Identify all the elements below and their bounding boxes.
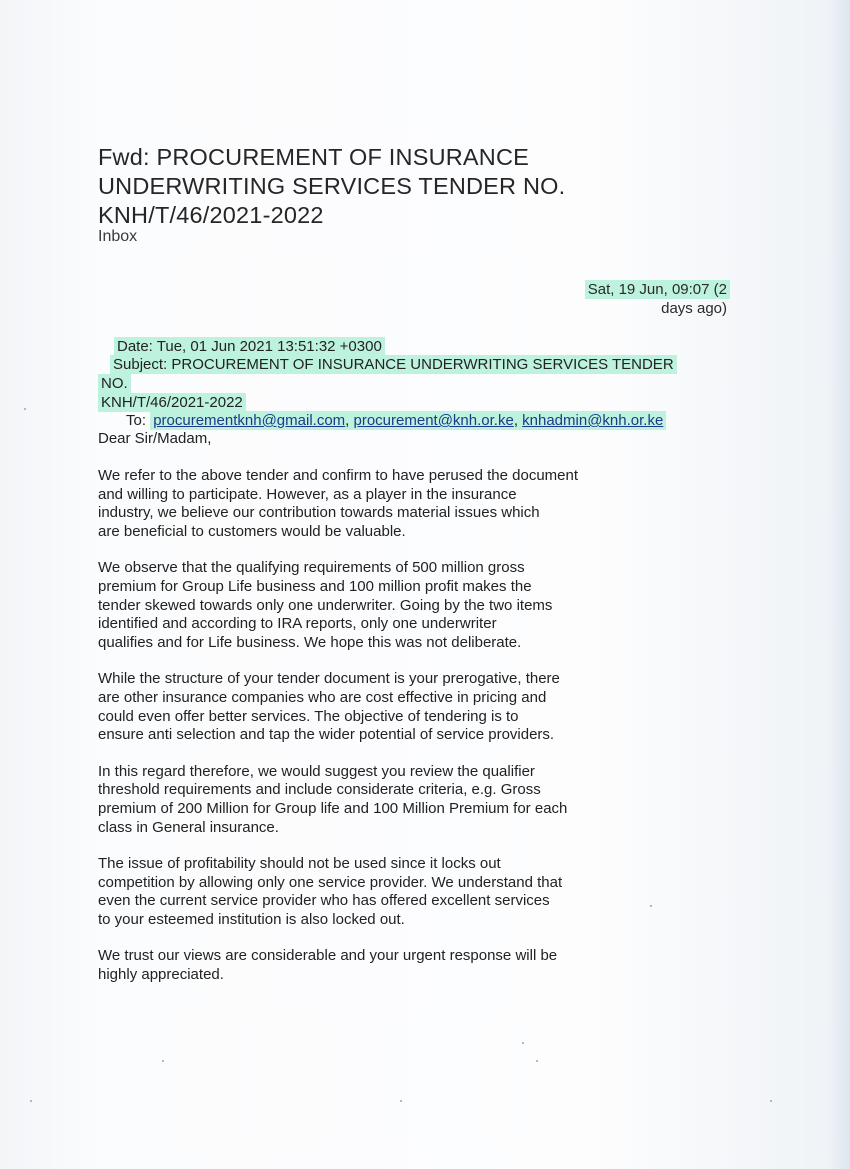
scan-speck [24,408,26,410]
recipient-link[interactable]: procurementknh@gmail.com [153,412,346,429]
forwarded-subject-ref: KNH/T/46/2021-2022 [98,393,246,412]
scan-speck [650,905,652,907]
body-paragraph: The issue of profitability should not be used since it locks out competition by allowing only one service provider. We understand that even the current service provider who has offered excellent services to your esteemed institution is also locked out. [98,855,563,928]
scan-speck [536,1060,538,1062]
title-line: KNH/T/46/2021-2022 [98,202,324,228]
received-date [585,280,730,318]
scan-speck [770,1100,772,1102]
received-date-line2: days ago) [661,300,727,317]
forwarded-subject-cont: NO. [98,374,131,393]
body-paragraph: We observe that the qualifying requirements of 500 million gross premium for Group Life business and 100 million profit makes the tender skewed towards only one underwriter. Going by the two items identified and according to IRA reports, only one underwriter qualifies and for Life business. We hope this was not deliberate. [98,559,553,651]
title-line: UNDERWRITING SERVICES TENDER NO. [98,173,566,199]
email-subject-title [98,143,658,230]
forwarded-date: Date: Tue, 01 Jun 2021 13:51:32 +0300 [114,337,385,356]
folder-label: Inbox [98,228,138,245]
recipient-link[interactable]: procurement@knh.or.ke [353,412,514,429]
body-paragraph: We trust our views are considerable and your urgent response will be highly appreciated. [98,947,558,984]
title-line: Fwd: PROCUREMENT OF INSURANCE [98,144,530,170]
page-edge-shadow [828,0,850,1169]
scan-speck [400,1100,402,1102]
scan-speck [522,1042,524,1044]
scan-speck [30,1100,32,1102]
body-paragraph: We refer to the above tender and confirm to have perused the document and willing to participate. However, as a player in the insurance industry, we believe our contribution towards material issues which are beneficial to customers would be valuable. [98,467,579,540]
recipient-link[interactable]: knhadmin@knh.or.ke [522,412,664,429]
body-paragraph: In this regard therefore, we would suggest you review the qualifier threshold requirements and include considerate criteria, e.g. Gross premium of 200 Million for Group life and 100 Million Premium for each class in General insurance. [98,762,568,836]
body-paragraph: While the structure of your tender document is your prerogative, there are other insurance companies who are cost effective in pricing and could even offer better services. The objective of tendering is to ensure anti selection and tap the wider potential of service providers. [98,670,560,744]
received-date-line1: Sat, 19 Jun, 09:07 (2 [585,280,730,299]
to-label: To: [126,412,147,429]
forwarded-to: To: procurementknh@gmail.com, procurement@knh.or.ke, knhadmin@knh.or.ke [126,411,666,430]
scan-speck [162,1060,164,1062]
greeting: Dear Sir/Madam, [98,430,212,447]
forwarded-subject: Subject: PROCUREMENT OF INSURANCE UNDERWRITING SERVICES TENDER [110,355,730,374]
email-body [98,467,638,1003]
